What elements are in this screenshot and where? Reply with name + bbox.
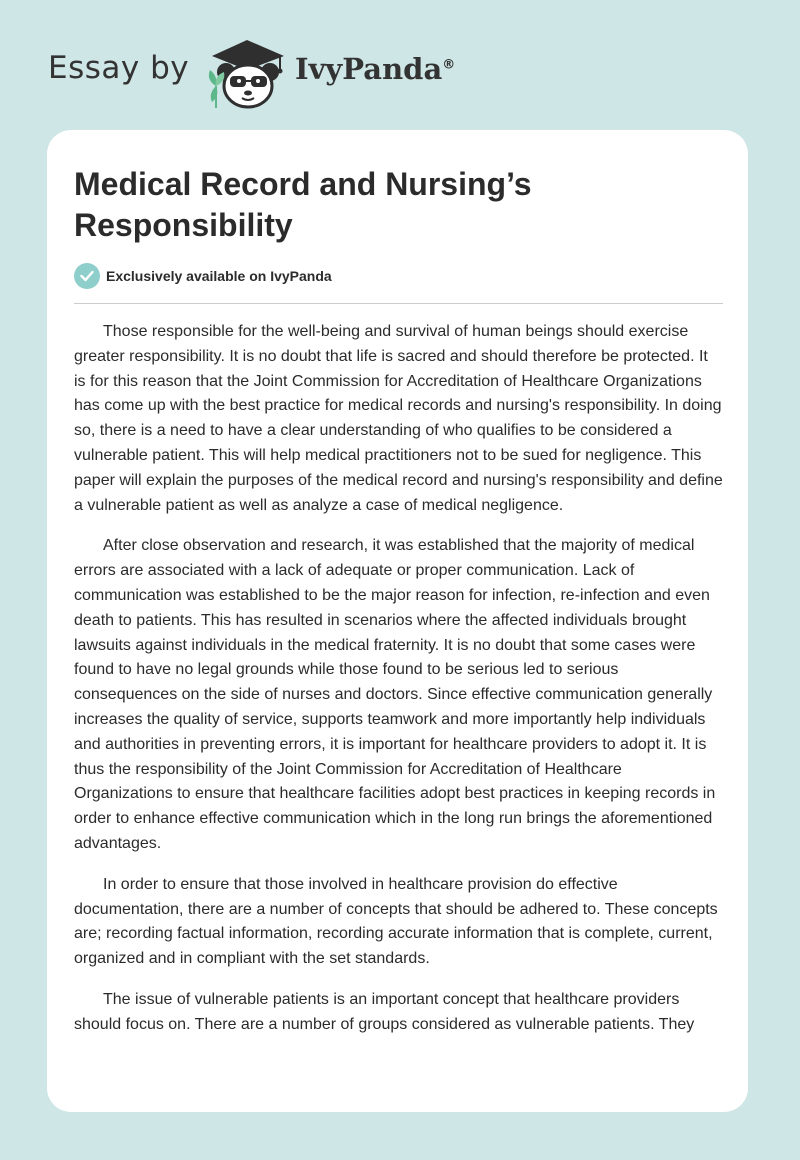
- exclusive-badge: [74, 263, 332, 289]
- page-title: Medical Record and Nursing’s Responsibility: [74, 166, 532, 243]
- paragraph: Those responsible for the well-being and survival of human beings should exercise greater responsibility. It is no doubt that life is sacred and should therefore be protected. It is for this reason that the Joint Commission for Accreditation of Healthcare Organizations has come up with the best practice for medical records and nursing's responsibility. In doing so, there is a need to have a clear understanding of who qualifies to be considered a vulnerable patient. This will help medical practitioners not to be sued for negligence. This paper will explain the purposes of the medical record and nursing's responsibility and define a vulnerable patient as well as analyze a case of medical negligence.: [74, 323, 723, 514]
- badge-text: Exclusively available on IvyPanda: [106, 268, 332, 284]
- registered-mark: ®: [442, 57, 456, 73]
- essay-card: [47, 130, 748, 1112]
- essay-body: [74, 320, 723, 1054]
- paragraph: The issue of vulnerable patients is an important concept that healthcare providers should focus on. There are a number of groups considered as vulnerable patients. They: [74, 990, 695, 1033]
- site-header: [48, 36, 508, 112]
- brand-name[interactable]: IvyPanda®: [295, 52, 456, 86]
- divider: [74, 303, 723, 304]
- brand-prefix: Essay by: [48, 50, 190, 86]
- paragraph: After close observation and research, it was established that the majority of medical errors are associated with a lack of adequate or proper communication. Lack of communication was established to be the major reason for infection, re-infection and even death to patients. This has resulted in scenarios where the affected individuals brought lawsuits against individuals in the medical fraternity. It is no doubt that some cases were found to have no legal grounds while those found to be serious led to serious consequences on the side of nurses and doctors. Since effective communication generally increases the quality of service, supports teamwork and more importantly help individuals and authorities in preventing errors, it is important for healthcare providers to adopt it. It is thus the responsibility of the Joint Commission for Accreditation of Healthcare Organizations to ensure that healthcare facilities adopt best practices in keeping records in order to enhance effective communication which in the long run brings the aforementioned advantages.: [74, 537, 716, 852]
- paragraph: In order to ensure that those involved in healthcare provision do effective documentation, there are a number of concepts that should be adhered to. These concepts are; recording factual information, recording accurate information that is complete, current, organized and in compliant with the set standards.: [74, 875, 718, 968]
- panda-graduation-cap-icon[interactable]: [202, 36, 292, 112]
- check-icon: [74, 263, 100, 289]
